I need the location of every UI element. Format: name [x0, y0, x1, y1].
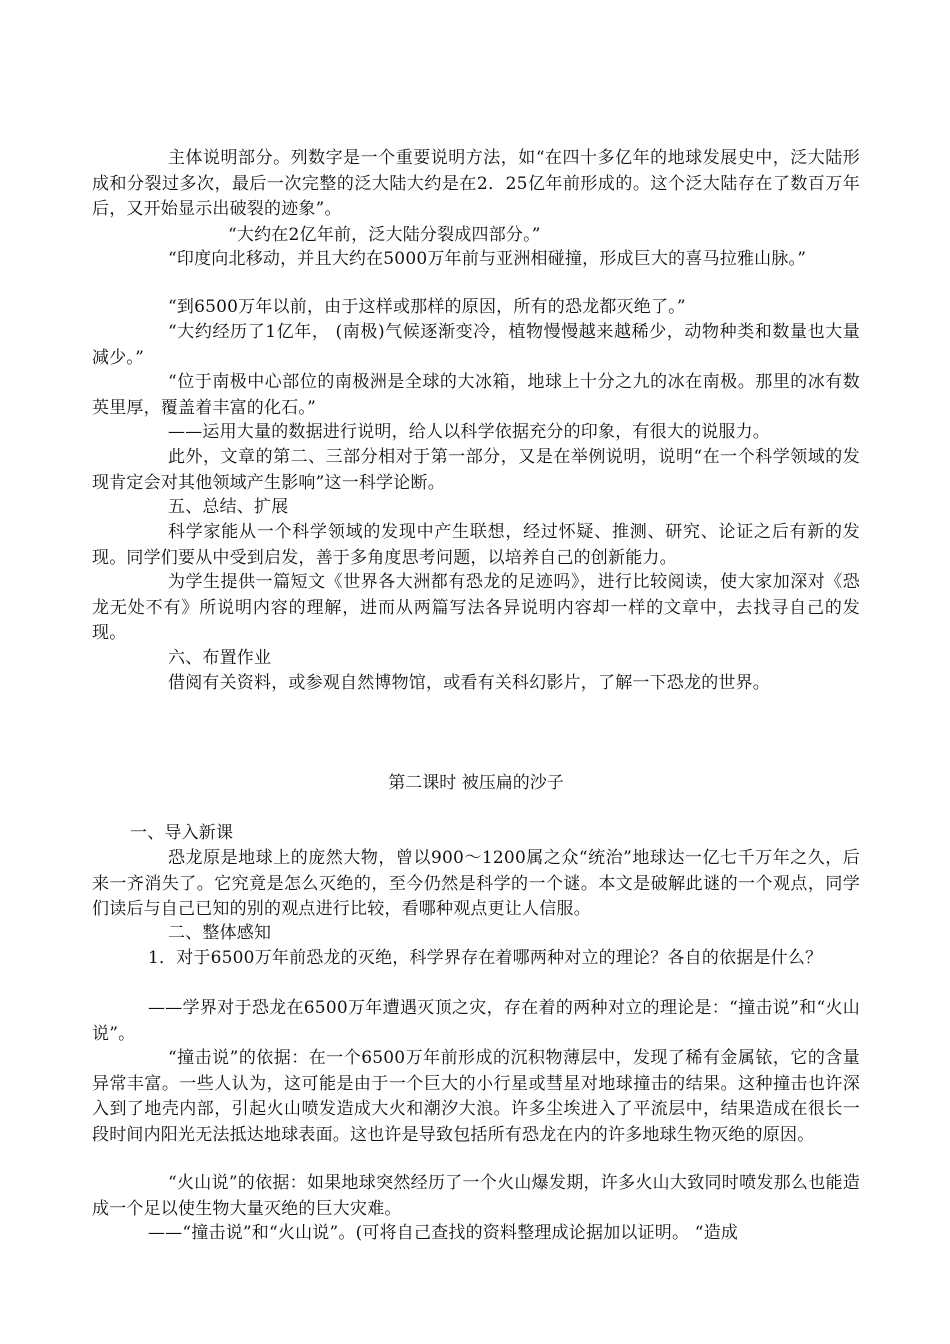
paragraph-quote-antarctica-climate: “大约经历了1亿年， (南极)气候逐渐变冷，植物慢慢越来越稀少，动物种类和数量也大量减少。” — [92, 322, 860, 368]
paragraph-intro-content: 恐龙原是地球上的庞然大物，曾以900～1200属之众“统治”地球达一亿七千万年之久，后来一齐消失了。它究竟是怎么灭绝的，至今仍然是科学的一个谜。本文是破解此谜的一个观点，同学们读后与自己已知的别的观点进行比较，看哪种观点更让人信服。 — [92, 848, 860, 919]
section-title: 第二课时 被压扁的沙子 — [388, 773, 564, 793]
heading-overall-perception: 二、整体感知 — [168, 923, 272, 943]
paragraph-volcano-theory: “火山说”的依据：如果地球突然经历了一个火山爆发期，许多火山大致同时喷发那么也能造成一个足以使生物大量灭绝的巨大灾难。 — [92, 1173, 860, 1219]
paragraph-scientist-discovery: 科学家能从一个科学领域的发现中产生联想，经过怀疑、推测、研究、论证之后有新的发现。同学们要从中受到启发，善于多角度思考问题，以培养自己的创新能力。 — [92, 522, 860, 568]
paragraph-impact-theory: “撞击说”的依据：在一个6500万年前形成的沉积物薄层中，发现了稀有金属铱，它的含量异常丰富。一些人认为，这可能是由于一个巨大的小行星或彗星对地球撞击的结果。这种撞击也许深入到了地壳内部，引起火山喷发造成大火和潮汐大浪。许多尘埃进入了平流层中，结果造成在很长一段时间内阳光无法抵达地球表面。这也许是导致包括所有恐龙在内的许多地球生物灭绝的原因。 — [92, 1048, 860, 1145]
paragraph-question-1: 1．对于6500万年前恐龙的灭绝，科学界存在着哪两种对立的理论？各自的依据是什么？ — [148, 948, 823, 968]
paragraph-conclusion: ——“撞击说”和“火山说”。(可将自己查找的资料整理成论据加以证明。 “造成 — [148, 1223, 739, 1243]
paragraph-comparative-reading: 为学生提供一篇短文《世界各大洲都有恐龙的足迹吗》，进行比较阅读，使大家加深对《恐龙无处不有》所说明内容的理解，进而从两篇写法各异说明内容却一样的文章中，去找寻自己的发现。 — [92, 572, 860, 643]
paragraph-data-summary: ——运用大量的数据进行说明，给人以科学依据充分的印象，有很大的说服力。 — [168, 422, 770, 442]
heading-intro-new-lesson: 一、导入新课 — [130, 823, 234, 843]
paragraph-answer-two-theories: ——学界对于恐龙在6500万年遭遇灭顶之灾，存在着的两种对立的理论是：“撞击说”和“火山说”。 — [92, 998, 860, 1044]
heading-summary-extension: 五、总结、扩展 — [168, 497, 289, 517]
paragraph-homework-content: 借阅有关资料，或参观自然博物馆，或看有关科幻影片，了解一下恐龙的世界。 — [168, 673, 770, 693]
paragraph-main-explanation: 主体说明部分。列数字是一个重要说明方法，如“在四十多亿年的地球发展史中，泛大陆形成和分裂过多次，最后一次完整的泛大陆大约是在2．25亿年前形成的。这个泛大陆存在了数百万年后，又开始显示出破裂的迹象”。 — [92, 148, 860, 219]
paragraph-quote-antarctica-ice: “位于南极中心部位的南极洲是全球的大冰箱，地球上十分之九的冰在南极。那里的冰有数英里厚，覆盖着丰富的化石。” — [92, 372, 860, 418]
heading-homework: 六、布置作业 — [168, 648, 272, 668]
paragraph-quote-india: “印度向北移动，并且大约在5000万年前与亚洲相碰撞，形成巨大的喜马拉雅山脉。” — [168, 249, 807, 269]
paragraph-example-explanation: 此外，文章的第二、三部分相对于第一部分，又是在举例说明，说明“在一个科学领域的发现肯定会对其他领域产生影响”这一科学论断。 — [92, 447, 860, 493]
paragraph-quote-dinosaurs-extinct: “到6500万年以前，由于这样或那样的原因，所有的恐龙都灭绝了。” — [168, 297, 686, 317]
paragraph-quote-2-billion: “大约在2亿年前，泛大陆分裂成四部分。” — [228, 225, 541, 245]
